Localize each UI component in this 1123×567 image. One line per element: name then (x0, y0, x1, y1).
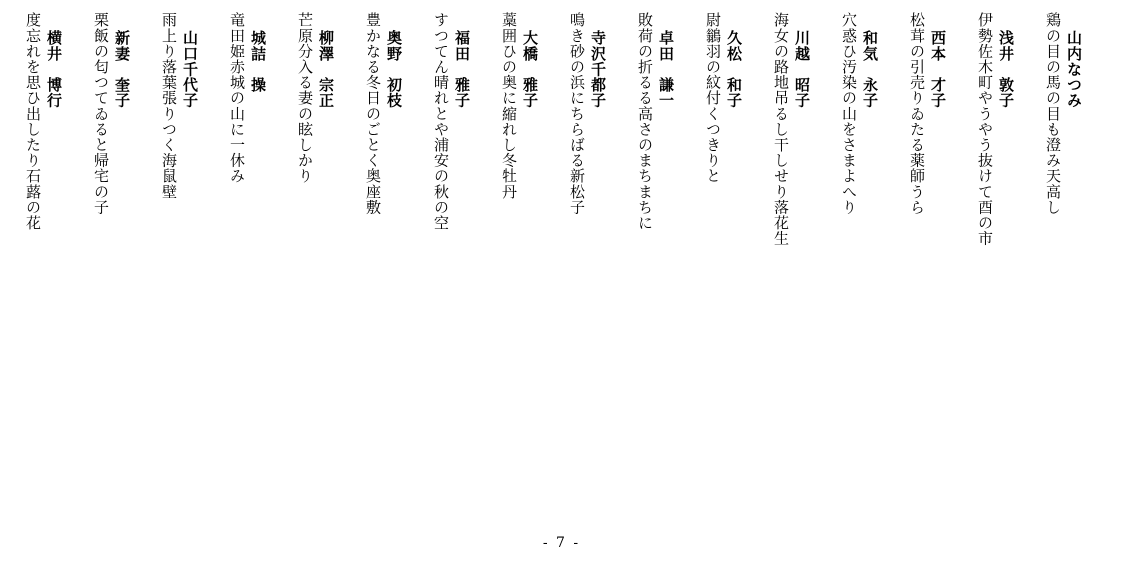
poem-author: 寺沢千都子 (589, 30, 607, 108)
poem-entry (569, 12, 605, 512)
poem-author: 和気 永子 (861, 30, 879, 108)
poem-author: 川越 昭子 (793, 30, 811, 108)
poem-entry (161, 12, 197, 512)
poem-entry (25, 12, 61, 512)
poem-author: 浅井 敦子 (997, 30, 1015, 108)
page-number: - 7 - (542, 535, 581, 551)
poem-entry (297, 12, 333, 512)
poem-entry (229, 12, 265, 512)
poem-author: 卓田 謙一 (657, 30, 675, 108)
poem-text: 竜田姫赤城の山に一休み (228, 12, 246, 184)
poem-text: 栗飯の匂つてゐると帰宅の子 (92, 12, 110, 215)
poem-text: 海女の路地吊るし干しせり落花生 (772, 12, 790, 246)
poem-text: 穴惑ひ汚染の山をさまよへり (840, 12, 858, 215)
poem-author: 奥野 初枝 (385, 30, 403, 108)
poem-text: 伊勢佐木町やうやう抜けて酉の市 (976, 12, 994, 246)
poem-author: 山内なつみ (1065, 30, 1083, 108)
poem-entry (1045, 12, 1081, 512)
poem-entry (637, 12, 673, 512)
poem-author: 久松 和子 (725, 30, 743, 108)
poem-entry (433, 12, 469, 512)
poem-author: 横井 博行 (45, 30, 63, 108)
poem-columns (0, 12, 1081, 512)
poem-text: 敗荷の折るる高さのまちまちに (636, 12, 654, 231)
poem-author: 城詰 操 (249, 30, 267, 93)
poem-text: 鶏の目の馬の目も澄み天高し (1044, 12, 1062, 215)
poem-entry (909, 12, 945, 512)
poem-author: 福田 雅子 (453, 30, 471, 108)
poem-text: 芒原分入る妻の眩しかり (296, 12, 314, 184)
poem-author: 柳澤 宗正 (317, 30, 335, 108)
poem-entry (977, 12, 1013, 512)
poem-entry (365, 12, 401, 512)
poem-entry (93, 12, 129, 512)
poem-entry (501, 12, 537, 512)
poem-text: 度忘れを思ひ出したり石蕗の花 (24, 12, 42, 231)
poem-text: 尉鶲羽の紋付くつきりと (704, 12, 722, 184)
poem-author: 西本 才子 (929, 30, 947, 108)
poem-text: 藁囲ひの奥に縮れし冬牡丹 (500, 12, 518, 200)
poem-author: 大橋 雅子 (521, 30, 539, 108)
poem-text: 豊かなる冬日のごとく奥座敷 (364, 12, 382, 215)
poem-author: 新妻 奎子 (113, 30, 131, 108)
poem-entry (705, 12, 741, 512)
poem-entry (773, 12, 809, 512)
poem-entry (841, 12, 877, 512)
poem-text: すつてん晴れとや浦安の秋の空 (432, 12, 450, 231)
poem-text: 雨上り落葉張りつく海鼠壁 (160, 12, 178, 200)
poem-author: 山口千代子 (181, 30, 199, 108)
poem-text: 鳴き砂の浜にちらばる新松子 (568, 12, 586, 215)
poem-text: 松茸の引売りゐたる薬師うら (908, 12, 926, 215)
